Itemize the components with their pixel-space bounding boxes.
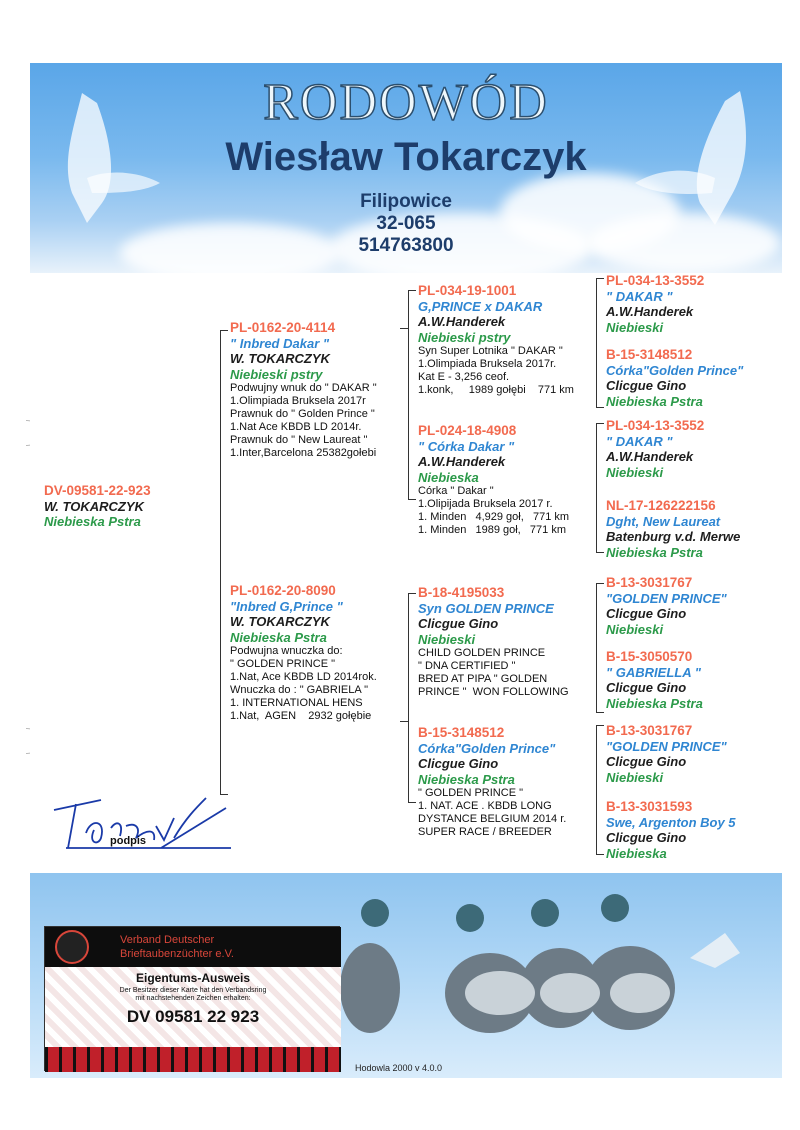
pigeons-photo-icon (330, 893, 750, 1063)
bird-color: Niebieski (606, 621, 664, 637)
ring-number: B-18-4195033 (418, 585, 505, 600)
breeder-name: A.W.Handerek (606, 449, 694, 465)
bird-name: Dght, New Laureat (606, 513, 721, 529)
gen4-bird-5 (606, 575, 727, 637)
bird-color: Niebieska Pstra (606, 695, 703, 711)
tree-bracket (596, 725, 604, 855)
org-line: Brieftaubenzüchter e.V. (120, 948, 234, 961)
card-header (45, 927, 341, 967)
signature-icon (46, 778, 236, 868)
breeder-name: A.W.Handerek (418, 314, 506, 330)
bird-color: Niebieska Pstra (606, 393, 703, 409)
bird-color: Niebieska (606, 845, 667, 861)
dam-notes: Podwujna wnuczka do: " GOLDEN PRINCE " 1.Nat, Ace KBDB LD 2014rok. Wnuczka do : " GABRIELA " 1. INTERNATIONAL HENS 1.Nat, AGEN 2932 gołębie (230, 644, 377, 722)
bird-color: Niebieska Pstra (606, 544, 703, 560)
sire-dam-bird (418, 423, 569, 537)
gen4-bird-4 (606, 498, 740, 560)
ring-number: PL-034-13-3552 (606, 273, 705, 288)
bird-name: Córka"Golden Prince" (418, 740, 556, 756)
ring-number: B-13-3031767 (606, 723, 693, 738)
bird-name: "GOLDEN PRINCE" (606, 590, 727, 606)
bird-name: G,PRINCE x DAKAR (418, 298, 543, 314)
tree-bracket (220, 330, 228, 795)
bird-notes: Córka " Dakar " 1.Olipijada Bruksela 2017 r. 1. Minden 4,929 goł, 771 km 1. Minden 1989 goł, 771 km (418, 484, 570, 536)
subtitle-line: mit nachstehenden Zeichen erhalten: (135, 995, 251, 1003)
bird-color: Niebieski (606, 319, 664, 335)
sire-notes: Podwujny wnuk do " DAKAR " 1.Olimpiada Bruksela 2017r Prawnuk do " Golden Prince " 1.Nat Ace KBDB LD 2014r. Prawnuk do " New Laureat " 1.Inter,Barcelona 25382gołebi (230, 381, 377, 459)
breeder-name: Clicgue Gino (606, 830, 687, 846)
breeder-name: Clicgue Gino (418, 616, 499, 632)
bird-color: Niebieska (418, 469, 479, 485)
ring-number: PL-034-19-1001 (418, 283, 517, 298)
dam-bird (230, 583, 377, 723)
card-org (120, 933, 234, 962)
breeder-name: Clicgue Gino (606, 754, 687, 770)
sire-color: Niebieski pstry (230, 366, 323, 382)
bird-notes: Syn Super Lotnika " DAKAR " 1.Olimpiada Bruksela 2017r. Kat E - 3,256 ceof. 1.konk, 1989 gołębi 771 km (418, 344, 574, 396)
card-band (45, 1047, 341, 1072)
ring-number: B-13-3031767 (606, 575, 693, 590)
tree-bracket (596, 278, 604, 408)
gen4-bird-8 (606, 799, 736, 861)
sire-breeder: W. TOKARCZYK (230, 351, 330, 367)
ownership-card (44, 926, 340, 1071)
bird-name: Swe, Argenton Boy 5 (606, 814, 736, 830)
dam-sire-bird (418, 585, 569, 699)
signature-label: podpis (110, 835, 147, 847)
owner-town: Filipowice (360, 191, 452, 212)
tree-bracket (408, 290, 416, 500)
bird-notes: CHILD GOLDEN PRINCE " DNA CERTIFIED " BRED AT PIPA " GOLDEN PRINCE " WON FOLLOWING (418, 646, 569, 698)
bird-color: Niebieski pstry (418, 329, 511, 345)
dam-name: "Inbred G,Prince " (230, 598, 343, 614)
ring-number: B-15-3148512 (418, 725, 505, 740)
gen4-bird-1 (606, 273, 704, 335)
pedigree-page (30, 63, 782, 1078)
gen4-bird-3 (606, 418, 704, 480)
bird-color: Niebieska Pstra (418, 771, 515, 787)
breeder-name: Batenburg v.d. Merwe (606, 529, 741, 545)
bird-notes: " GOLDEN PRINCE " 1. NAT. ACE . KBDB LONG DYSTANCE BELGIUM 2014 r. SUPER RACE / BREEDER (418, 786, 567, 838)
org-line: Verband Deutscher (120, 934, 215, 946)
breeder-name: Clicgue Gino (606, 680, 687, 696)
gen4-bird-6 (606, 649, 703, 711)
card-ring-number: DV 09581 22 923 (126, 1007, 260, 1026)
ring-number: B-13-3031593 (606, 799, 693, 814)
subject-bird (44, 483, 151, 530)
ring-number: PL-034-13-3552 (606, 418, 705, 433)
tree-bracket (596, 583, 604, 713)
association-logo-icon (55, 930, 89, 964)
ring-number: NL-17-126222156 (606, 498, 716, 513)
gen4-bird-7 (606, 723, 727, 785)
sire-bird (230, 320, 377, 460)
header-banner (30, 63, 782, 273)
breeder-name: A.W.Handerek (606, 304, 694, 320)
tree-connector (400, 721, 408, 722)
ring-number: B-15-3148512 (606, 347, 693, 362)
subject-ring: DV-09581-22-923 (44, 483, 151, 498)
bird-color: Niebieski (606, 464, 664, 480)
sire-ring: PL-0162-20-4114 (230, 320, 336, 335)
bird-name: " DAKAR " (606, 433, 673, 449)
ring-number: B-15-3050570 (606, 649, 693, 664)
ring-number: PL-024-18-4908 (418, 423, 517, 438)
sire-name: " Inbred Dakar " (230, 335, 330, 351)
bird-name: Syn GOLDEN PRINCE (418, 600, 554, 616)
bird-name: " DAKAR " (606, 288, 673, 304)
bird-color: Niebieski (606, 769, 664, 785)
subject-breeder: W. TOKARCZYK (44, 498, 144, 514)
dam-ring: PL-0162-20-8090 (230, 583, 336, 598)
tree-bracket (408, 593, 416, 803)
owner-name: Wiesław Tokarczyk (225, 135, 587, 179)
dam-color: Niebieska Pstra (230, 629, 327, 645)
bird-name: " GABRIELLA " (606, 664, 701, 680)
breeder-name: Clicgue Gino (606, 606, 687, 622)
owner-phone: 514763800 (358, 235, 454, 256)
sire-sire-bird (418, 283, 574, 397)
dam-breeder: W. TOKARCZYK (230, 614, 330, 630)
subtitle-line: Der Besitzer dieser Karte hat den Verbandsring (119, 987, 267, 994)
software-version: Hodowla 2000 v 4.0.0 (355, 1063, 443, 1073)
card-title: Eigentums-Ausweis (135, 971, 251, 985)
breeder-name: Clicgue Gino (418, 756, 499, 772)
bird-color: Niebieski (418, 631, 476, 647)
owner-postcode: 32-065 (376, 213, 436, 234)
document-title: RODOWÓD (263, 74, 549, 131)
bird-name: Córka"Golden Prince" (606, 362, 744, 378)
bird-name: " Córka Dakar " (418, 438, 515, 454)
bird-name: "GOLDEN PRINCE" (606, 738, 727, 754)
breeder-name: Clicgue Gino (606, 378, 687, 394)
tree-bracket (596, 423, 604, 553)
dam-dam-bird (418, 725, 566, 839)
gen4-bird-2 (606, 347, 743, 409)
subject-color: Niebieska Pstra (44, 514, 141, 530)
card-subtitle (45, 987, 341, 1004)
breeder-name: A.W.Handerek (418, 454, 506, 470)
tree-connector (400, 328, 408, 329)
